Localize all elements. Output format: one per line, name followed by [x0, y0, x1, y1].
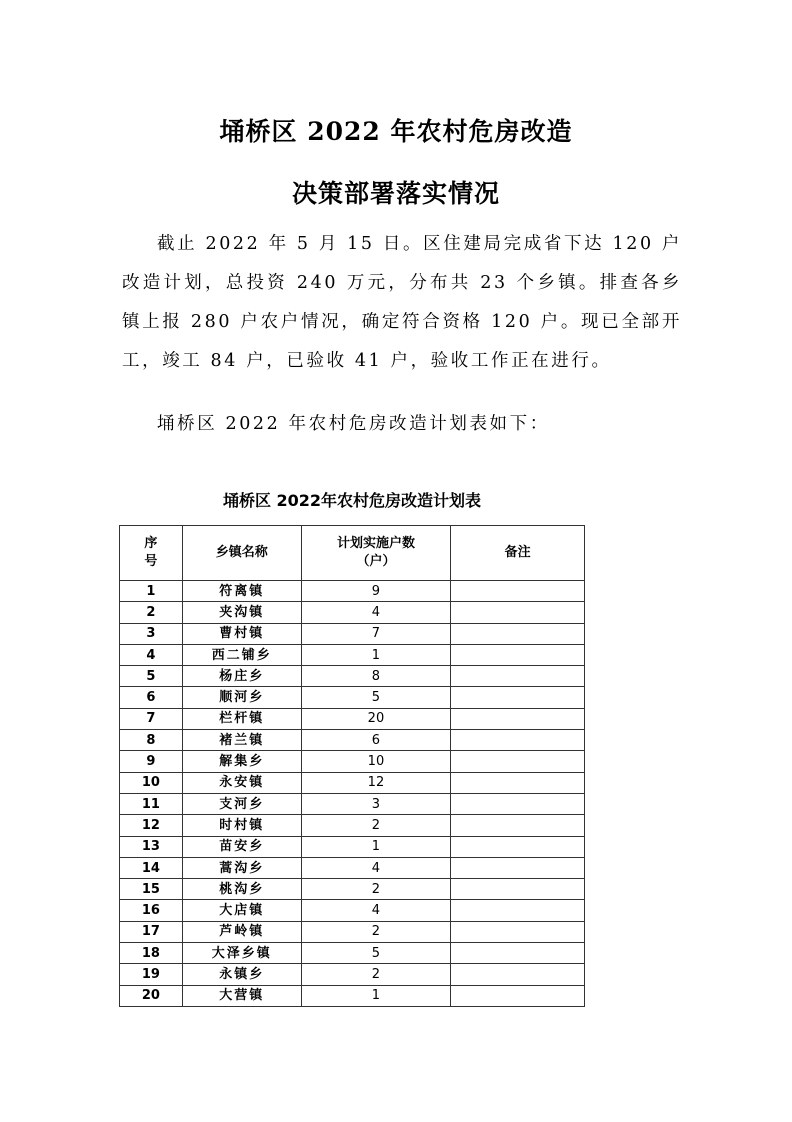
row-planned-count: 4: [301, 602, 451, 623]
row-township-name: 支河乡: [182, 793, 301, 814]
row-remark: [451, 687, 585, 708]
row-serial-number: 12: [120, 815, 183, 836]
row-township-name: 桃沟乡: [182, 879, 301, 900]
row-remark: [451, 623, 585, 644]
row-township-name: 夹沟镇: [182, 602, 301, 623]
table-row: [120, 751, 585, 772]
row-remark: [451, 751, 585, 772]
row-serial-number: 6: [120, 687, 183, 708]
row-serial-number: 14: [120, 857, 183, 878]
row-remark: [451, 708, 585, 729]
row-planned-count: 1: [301, 644, 451, 665]
table-row: [120, 815, 585, 836]
row-township-name: 芦岭镇: [182, 921, 301, 942]
document-title-line2: 决策部署落实情况: [291, 179, 500, 208]
header-serial-number: [120, 526, 183, 581]
header-serial-line1: 序: [144, 536, 158, 551]
row-serial-number: 15: [120, 879, 183, 900]
row-remark: [451, 879, 585, 900]
row-serial-number: 1: [120, 581, 183, 602]
row-planned-count: 6: [301, 730, 451, 751]
table-row: [120, 921, 585, 942]
table-row: [120, 623, 585, 644]
row-township-name: 苗安乡: [182, 836, 301, 857]
row-township-name: 大营镇: [182, 985, 301, 1006]
row-remark: [451, 964, 585, 985]
row-planned-count: 4: [301, 900, 451, 921]
row-planned-count: 4: [301, 857, 451, 878]
row-planned-count: 7: [301, 623, 451, 644]
table-header-row: [120, 526, 585, 581]
row-serial-number: 8: [120, 730, 183, 751]
row-remark: [451, 921, 585, 942]
row-planned-count: 2: [301, 964, 451, 985]
table-row: [120, 964, 585, 985]
row-planned-count: 3: [301, 793, 451, 814]
table-row: [120, 687, 585, 708]
table-row: [120, 900, 585, 921]
table-title: 埇桥区 2022年农村危房改造计划表: [222, 491, 482, 510]
header-count-line2: （户）: [356, 554, 396, 569]
row-township-name: 时村镇: [182, 815, 301, 836]
row-serial-number: 19: [120, 964, 183, 985]
header-planned-count: [301, 526, 451, 581]
row-township-name: 大泽乡镇: [182, 943, 301, 964]
header-serial-line2: 号: [144, 554, 158, 569]
header-township-name: 乡镇名称: [182, 526, 301, 581]
row-planned-count: 20: [301, 708, 451, 729]
row-township-name: 解集乡: [182, 751, 301, 772]
table-row: [120, 879, 585, 900]
row-remark: [451, 730, 585, 751]
header-count-line1: 计划实施户数: [336, 536, 415, 551]
row-remark: [451, 602, 585, 623]
table-intro-paragraph: 埇桥区 2022 年农村危房改造计划表如下：: [157, 414, 550, 434]
row-remark: [451, 943, 585, 964]
table-row: [120, 708, 585, 729]
row-remark: [451, 581, 585, 602]
row-township-name: 栏杆镇: [182, 708, 301, 729]
row-remark: [451, 793, 585, 814]
row-serial-number: 18: [120, 943, 183, 964]
header-remark: 备注: [451, 526, 585, 581]
row-planned-count: 9: [301, 581, 451, 602]
row-serial-number: 10: [120, 772, 183, 793]
row-remark: [451, 900, 585, 921]
row-serial-number: 3: [120, 623, 183, 644]
table-row: [120, 793, 585, 814]
table-row: [120, 836, 585, 857]
row-serial-number: 9: [120, 751, 183, 772]
row-serial-number: 20: [120, 985, 183, 1006]
row-serial-number: 4: [120, 644, 183, 665]
row-planned-count: 8: [301, 666, 451, 687]
table-row: [120, 985, 585, 1006]
row-township-name: 杨庄乡: [182, 666, 301, 687]
row-planned-count: 1: [301, 836, 451, 857]
row-planned-count: 12: [301, 772, 451, 793]
row-remark: [451, 644, 585, 665]
row-remark: [451, 666, 585, 687]
table-row: [120, 943, 585, 964]
row-planned-count: 10: [301, 751, 451, 772]
table-row: [120, 644, 585, 665]
row-township-name: 大店镇: [182, 900, 301, 921]
table-row: [120, 581, 585, 602]
row-township-name: 西二铺乡: [182, 644, 301, 665]
row-planned-count: 1: [301, 985, 451, 1006]
row-township-name: 永安镇: [182, 772, 301, 793]
row-remark: [451, 836, 585, 857]
table-row: [120, 666, 585, 687]
row-planned-count: 2: [301, 879, 451, 900]
row-township-name: 褚兰镇: [182, 730, 301, 751]
row-serial-number: 16: [120, 900, 183, 921]
table-row: [120, 857, 585, 878]
row-serial-number: 17: [120, 921, 183, 942]
table-row: [120, 772, 585, 793]
row-serial-number: 2: [120, 602, 183, 623]
row-planned-count: 2: [301, 815, 451, 836]
row-township-name: 符离镇: [182, 581, 301, 602]
row-remark: [451, 985, 585, 1006]
row-planned-count: 5: [301, 687, 451, 708]
row-serial-number: 5: [120, 666, 183, 687]
row-planned-count: 2: [301, 921, 451, 942]
plan-table: [119, 525, 585, 1007]
document-title-line1: 埇桥区 2022 年农村危房改造: [219, 117, 573, 146]
row-township-name: 永镇乡: [182, 964, 301, 985]
row-planned-count: 5: [301, 943, 451, 964]
row-serial-number: 11: [120, 793, 183, 814]
summary-paragraph: 截止 2022 年 5 月 15 日。区住建局完成省下达 120 户改造计划，总投资 240 万元，分布共 23 个乡镇。排查各乡镇上报 280 户农户情况，确定符合资格 120 户。现已全部开工，竣工 84 户，已验收 41 户，验收工作正在进行。: [122, 234, 682, 371]
row-remark: [451, 857, 585, 878]
row-township-name: 蒿沟乡: [182, 857, 301, 878]
row-serial-number: 7: [120, 708, 183, 729]
row-serial-number: 13: [120, 836, 183, 857]
row-township-name: 顺河乡: [182, 687, 301, 708]
table-row: [120, 730, 585, 751]
row-remark: [451, 815, 585, 836]
row-township-name: 曹村镇: [182, 623, 301, 644]
table-row: [120, 602, 585, 623]
row-remark: [451, 772, 585, 793]
